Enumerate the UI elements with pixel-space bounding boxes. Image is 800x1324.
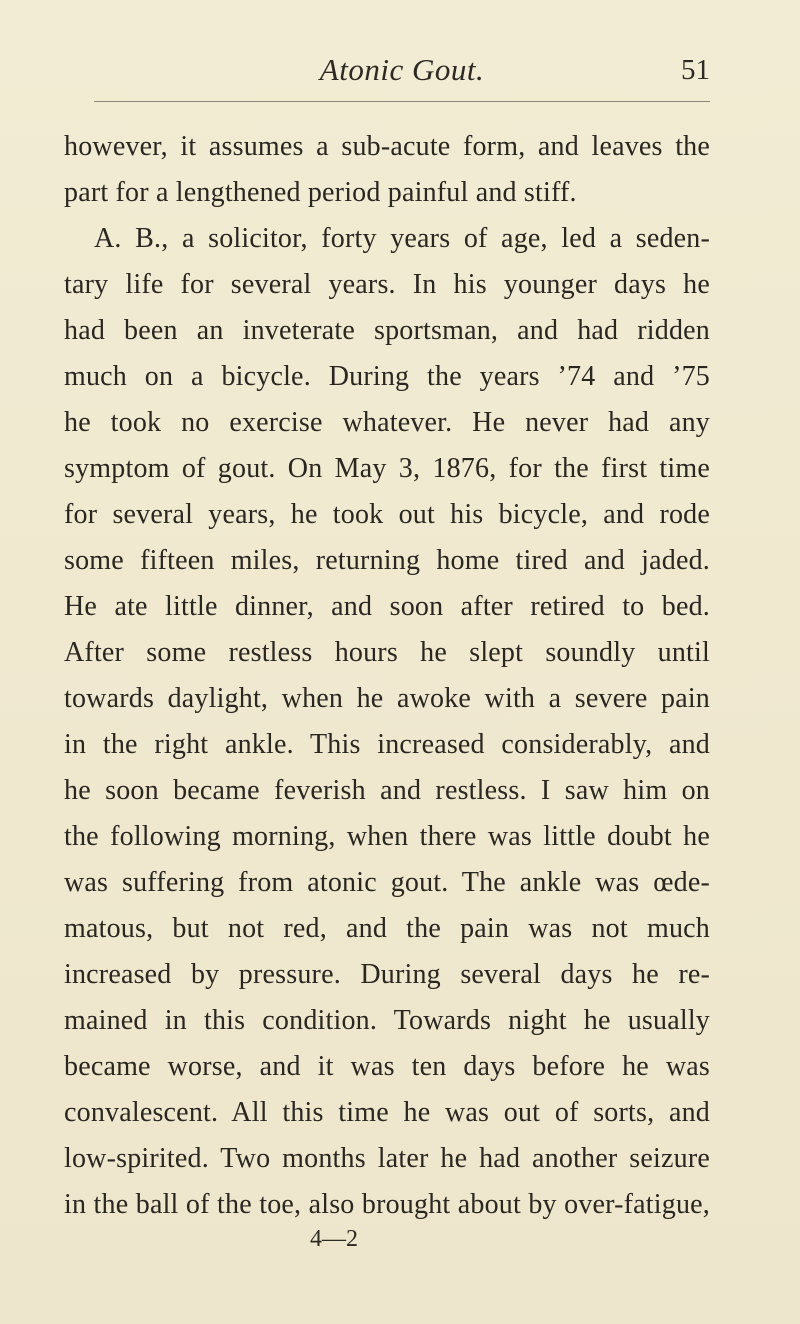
text-line: After some restless hours he slept soundly until (64, 637, 710, 668)
text-line: much on a bicycle. During the years ’74 and ’75 (64, 361, 710, 392)
page-number: 51 (681, 54, 710, 86)
text-line: however, it assumes a sub-acute form, and leaves the (64, 131, 710, 162)
text-line: He ate little dinner, and soon after retired to bed. (64, 591, 710, 622)
header-rule (94, 101, 710, 102)
running-head (92, 50, 712, 94)
text-line: matous, but not red, and the pain was not much (64, 913, 710, 944)
text-line: for several years, he took out his bicycle, and rode (64, 499, 710, 530)
text-line: some fifteen miles, returning home tired and jaded. (64, 545, 710, 576)
text-line: tary life for several years. In his younger days he (64, 269, 710, 300)
text-line: became worse, and it was ten days before he was (64, 1051, 710, 1082)
text-line: mained in this condition. Towards night he usually (64, 1005, 710, 1036)
text-line: was suffering from atonic gout. The ankle was œde- (64, 867, 710, 898)
text-line: he soon became feverish and restless. I saw him on (64, 775, 710, 806)
text-line: the following morning, when there was little doubt he (64, 821, 710, 852)
text-line: A. B., a solicitor, forty years of age, led a seden- (94, 223, 710, 254)
body-text (64, 124, 710, 1228)
text-line: low-spirited. Two months later he had another seizure (64, 1143, 710, 1174)
text-line: symptom of gout. On May 3, 1876, for the first time (64, 453, 710, 484)
text-line: had been an inveterate sportsman, and had ridden (64, 315, 710, 346)
signature-mark: 4—2 (310, 1226, 358, 1252)
text-line: in the ball of the toe, also brought about by over-fatigue, (64, 1189, 710, 1220)
running-title: Atonic Gout. (319, 52, 485, 87)
text-line: part for a lengthened period painful and stiff. (64, 177, 577, 208)
text-line: increased by pressure. During several days he re- (64, 959, 710, 990)
text-line: convalescent. All this time he was out of sorts, and (64, 1097, 710, 1128)
text-line: he took no exercise whatever. He never had any (64, 407, 710, 438)
text-line: towards daylight, when he awoke with a severe pain (64, 683, 710, 714)
text-line: in the right ankle. This increased considerably, and (64, 729, 710, 760)
